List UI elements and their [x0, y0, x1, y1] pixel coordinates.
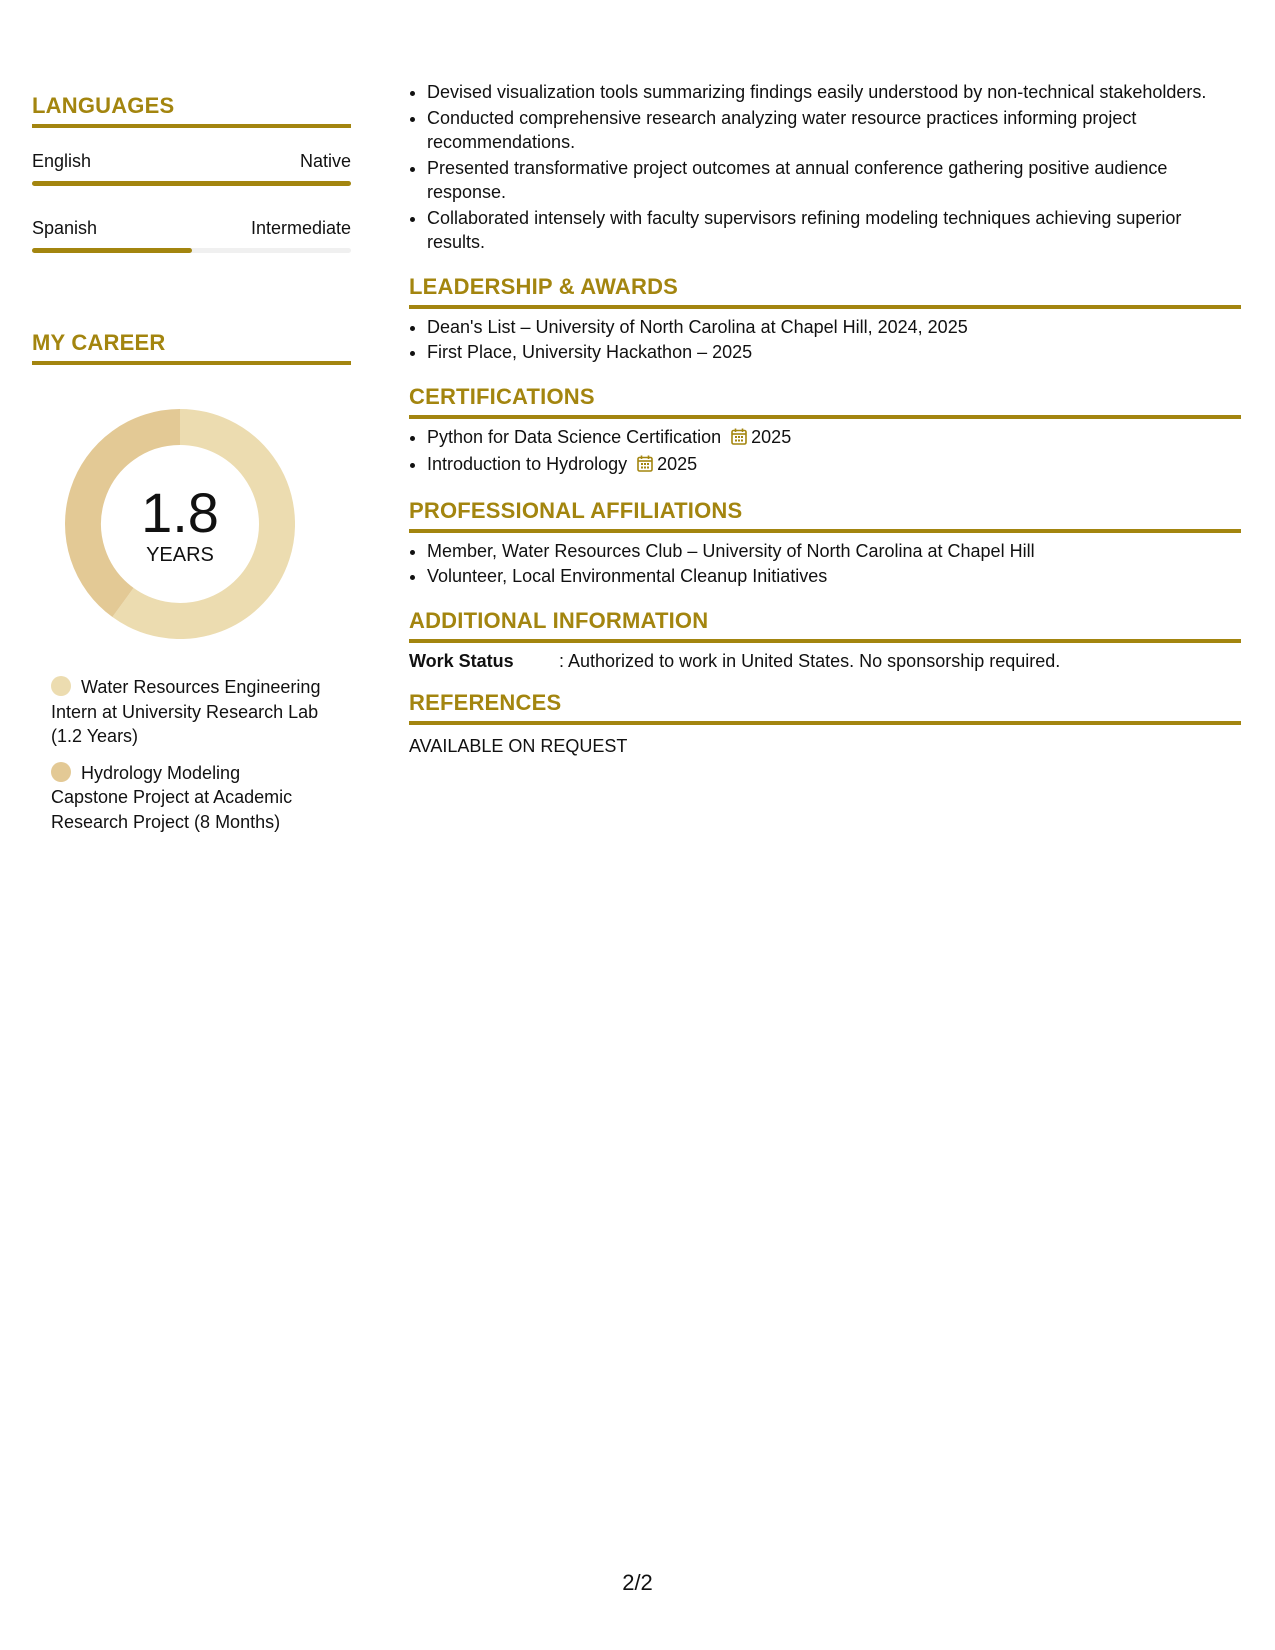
- references-heading: REFERENCES: [409, 689, 1241, 725]
- work-status-label: Work Status: [409, 650, 514, 671]
- references-text: AVAILABLE ON REQUEST: [409, 735, 628, 756]
- legend-dot: [51, 762, 71, 782]
- career-total-unit: YEARS: [146, 544, 214, 566]
- career-legend-item: [51, 675, 321, 749]
- bullet-item: • Volunteer, Local Environmental Cleanup Initiatives: [427, 564, 1241, 589]
- bullet-item: • Presented transformative project outcomes at annual conference gathering positive audience response.: [427, 156, 1241, 205]
- language-level: Intermediate: [250, 218, 351, 238]
- languages-heading: LANGUAGES: [32, 92, 351, 128]
- language-proficiency-bar: [32, 248, 351, 253]
- bullet-item: • Dean's List – University of North Carolina at Chapel Hill, 2024, 2025: [427, 315, 1241, 340]
- certifications-list: [409, 425, 1241, 479]
- career-legend: [32, 675, 351, 834]
- certification-item: [427, 425, 1241, 452]
- bullet-item: • First Place, University Hackathon – 2025: [427, 340, 1241, 365]
- page-number: 2/2: [622, 1570, 653, 1595]
- leadership-list: [409, 315, 1241, 365]
- certification-name: Introduction to Hydrology: [427, 454, 628, 474]
- certification-item: [427, 452, 1241, 479]
- calendar-icon: [731, 427, 747, 452]
- certification-year: 2025: [657, 454, 698, 474]
- right-column: [409, 80, 1241, 758]
- work-status-value: : Authorized to work in United States. No sponsorship required.: [559, 650, 1061, 671]
- career-legend-label: Hydrology Modeling Capstone Project at Academic Research Project (8 Months): [51, 762, 293, 832]
- language-proficiency-bar: [32, 181, 351, 186]
- language-name: Spanish: [32, 218, 98, 238]
- affiliations-list: [409, 539, 1241, 589]
- career-heading: MY CAREER: [32, 329, 351, 365]
- certification-year: 2025: [751, 426, 792, 447]
- experience-bullets: [409, 80, 1241, 255]
- bullet-item: • Member, Water Resources Club – University of North Carolina at Chapel Hill: [427, 539, 1241, 564]
- language-proficiency-fill: [32, 248, 192, 253]
- bullet-item: • Devised visualization tools summarizing findings easily understood by non-technical stakeholders.: [427, 80, 1241, 105]
- bullet-item: • Conducted comprehensive research analyzing water resource practices informing project recommendations.: [427, 106, 1241, 155]
- additional-info-heading: ADDITIONAL INFORMATION: [409, 607, 1241, 643]
- language-name: English: [32, 151, 92, 171]
- leadership-heading: LEADERSHIP & AWARDS: [409, 273, 1241, 309]
- work-status-row: [409, 649, 1241, 673]
- career-legend-item: [51, 761, 321, 835]
- language-level: Native: [299, 151, 351, 171]
- language-item: [32, 217, 351, 253]
- affiliations-heading: PROFESSIONAL AFFILIATIONS: [409, 497, 1241, 533]
- language-proficiency-fill: [32, 181, 351, 186]
- certifications-heading: CERTIFICATIONS: [409, 383, 1241, 419]
- career-total-years: 1.8: [141, 481, 219, 544]
- career-legend-label: Water Resources Engineering Intern at University Research Lab (1.2 Years): [51, 677, 321, 746]
- language-item: [32, 150, 351, 186]
- certification-name: Python for Data Science Certification: [427, 426, 722, 447]
- calendar-icon: [637, 454, 653, 479]
- legend-dot: [51, 676, 71, 696]
- left-column: [32, 92, 351, 834]
- career-donut-chart: [65, 409, 295, 639]
- bullet-item: • Collaborated intensely with faculty supervisors refining modeling techniques achieving superior results.: [427, 206, 1241, 255]
